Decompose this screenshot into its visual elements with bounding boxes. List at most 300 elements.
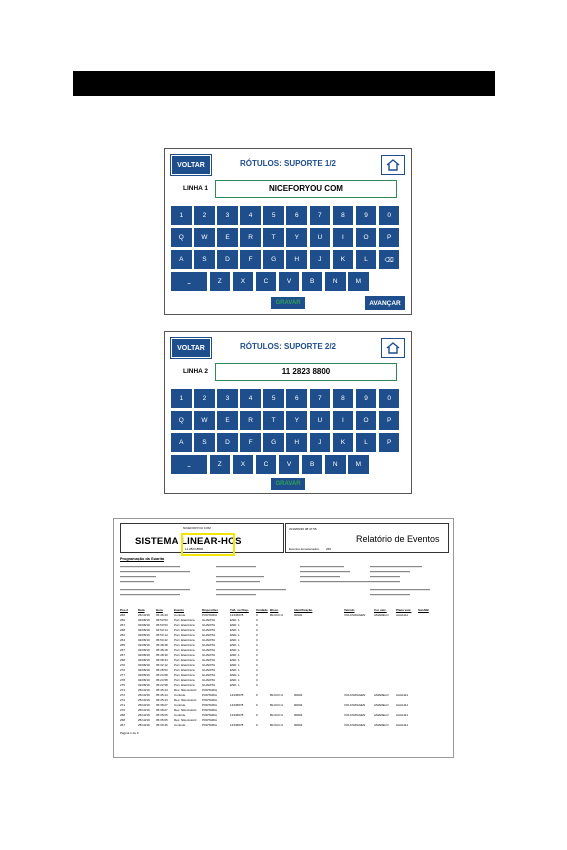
table-cell: Rec. Não Autoriz. bbox=[174, 708, 198, 712]
column-header: Bloco bbox=[270, 608, 279, 612]
table-cell: 267 bbox=[120, 723, 126, 727]
screen-title: RÓTULOS: SUPORTE 1/2 bbox=[239, 159, 336, 168]
table-cell: 02/08/19 bbox=[138, 683, 150, 687]
table-cell: 02/08/19 bbox=[138, 623, 150, 627]
events-table bbox=[120, 608, 450, 728]
save-button[interactable]: GRAVAR bbox=[271, 297, 305, 309]
events-count: 256 bbox=[326, 547, 332, 551]
table-cell: 0 bbox=[256, 623, 258, 627]
key[interactable]: 9 bbox=[356, 389, 377, 408]
table-cell: 02/08/19 bbox=[138, 618, 150, 622]
table-cell: AMARELO bbox=[374, 693, 389, 697]
line-input-row bbox=[171, 180, 405, 198]
table-cell: AMARELO bbox=[374, 703, 389, 707]
key[interactable]: V bbox=[279, 455, 300, 474]
table-cell: 0 bbox=[256, 668, 258, 672]
line-text-field[interactable]: 11 2823 8800 bbox=[215, 363, 397, 381]
header-line-1: NICEFORYOU COM bbox=[183, 526, 211, 530]
table-cell: END. 1 bbox=[230, 618, 240, 622]
key[interactable]: L bbox=[356, 433, 377, 452]
key[interactable]: J bbox=[310, 433, 331, 452]
table-cell: 05:38:27 bbox=[156, 703, 168, 707]
back-button[interactable]: VOLTAR bbox=[171, 338, 211, 358]
line-input-row bbox=[171, 363, 405, 381]
key[interactable]: P bbox=[379, 411, 400, 430]
table-cell: 0 bbox=[256, 683, 258, 687]
table-cell: 262 bbox=[120, 633, 126, 637]
table-cell: VOLKSWAGEN bbox=[344, 693, 366, 697]
table-cell: GUARITA bbox=[202, 663, 216, 667]
table-cell: GUARITA bbox=[202, 643, 216, 647]
table-cell: 268 bbox=[120, 658, 126, 662]
key[interactable]: U bbox=[310, 411, 331, 430]
key[interactable]: Y bbox=[286, 411, 307, 430]
table-cell: PORTARIA bbox=[202, 713, 218, 717]
key-row bbox=[171, 228, 407, 247]
table-cell: 25/10/19 bbox=[138, 718, 150, 722]
table-cell: 02/08/19 bbox=[138, 678, 150, 682]
key[interactable]: T bbox=[263, 228, 284, 247]
table-cell: 0 bbox=[256, 723, 258, 727]
table-cell: GUARITA bbox=[202, 653, 216, 657]
key[interactable]: 3 bbox=[217, 389, 238, 408]
keyboard-footer bbox=[171, 477, 405, 491]
table-cell: 268 bbox=[120, 718, 126, 722]
report-body bbox=[120, 557, 450, 735]
table-cell: BLOCO A bbox=[270, 703, 284, 707]
key[interactable]: 3 bbox=[217, 206, 238, 225]
table-cell: Controle bbox=[174, 713, 186, 717]
key[interactable]: O bbox=[356, 228, 377, 247]
black-header-bar bbox=[73, 71, 495, 96]
keyboard-footer bbox=[171, 296, 405, 310]
table-cell: GUARITA bbox=[202, 623, 216, 627]
table-cell: 00002 bbox=[294, 693, 303, 697]
key[interactable]: 1 bbox=[171, 206, 192, 225]
column-header: Hora bbox=[156, 608, 163, 612]
space-key[interactable]: ⎵ bbox=[171, 272, 207, 291]
page-footer: Página 1 de 9 bbox=[120, 731, 139, 735]
table-cell: AAA1111 bbox=[396, 703, 409, 707]
table-cell: AAA1111 bbox=[396, 723, 409, 727]
table-cell: 00002 bbox=[294, 613, 303, 617]
table-cell: 05:32:12 bbox=[156, 663, 168, 667]
column-header: Placa veíc. bbox=[396, 608, 412, 612]
table-cell: 272 bbox=[120, 698, 126, 702]
key[interactable]: Q bbox=[171, 411, 192, 430]
keyboard-header bbox=[171, 155, 405, 175]
column-header: Unidade bbox=[256, 608, 268, 612]
table-cell: 00002 bbox=[294, 713, 303, 717]
table-cell: PORTARIA bbox=[202, 703, 218, 707]
table-cell: 25/10/19 bbox=[138, 688, 150, 692]
key[interactable]: B bbox=[302, 272, 323, 291]
key[interactable]: Z bbox=[210, 455, 231, 474]
key[interactable]: L bbox=[356, 250, 377, 269]
table-row bbox=[120, 723, 450, 728]
home-button[interactable] bbox=[381, 338, 405, 358]
table-cell: PORTARIA bbox=[202, 688, 218, 692]
key[interactable]: 8 bbox=[333, 206, 354, 225]
key[interactable]: K bbox=[333, 250, 354, 269]
column-header: Cor veíc. bbox=[374, 608, 387, 612]
key[interactable]: 6 bbox=[286, 389, 307, 408]
key[interactable]: G bbox=[263, 433, 284, 452]
key-row bbox=[171, 250, 407, 269]
table-cell: Port. Eletrônica bbox=[174, 648, 195, 652]
key[interactable]: S bbox=[194, 250, 215, 269]
key[interactable]: X bbox=[233, 272, 254, 291]
table-cell: 04:53:14 bbox=[156, 628, 168, 632]
line-text-field[interactable]: NICEFORYOU COM bbox=[215, 180, 397, 198]
key[interactable]: W bbox=[194, 228, 215, 247]
table-cell: 02/08/19 bbox=[138, 648, 150, 652]
table-cell: 25/10/19 bbox=[138, 723, 150, 727]
key[interactable]: P bbox=[379, 433, 400, 452]
section-heading: Programação da Guarita bbox=[120, 557, 165, 561]
report-title: Relatório de Eventos bbox=[356, 534, 440, 544]
screen-title: RÓTULOS: SUPORTE 2/2 bbox=[239, 342, 336, 351]
table-cell: 0 bbox=[256, 643, 258, 647]
key[interactable]: W bbox=[194, 411, 215, 430]
table-cell: 276 bbox=[120, 683, 126, 687]
report-header-right bbox=[285, 523, 449, 553]
on-screen-keyboard bbox=[171, 206, 407, 294]
key[interactable]: S bbox=[194, 433, 215, 452]
key[interactable]: K bbox=[333, 433, 354, 452]
table-cell: 267 bbox=[120, 648, 126, 652]
table-cell: 0 bbox=[256, 678, 258, 682]
key[interactable]: 2 bbox=[194, 389, 215, 408]
table-cell: 02/08/19 bbox=[138, 633, 150, 637]
table-cell: BLOCO A bbox=[270, 723, 284, 727]
report-header-left bbox=[120, 523, 284, 553]
key[interactable]: X bbox=[233, 455, 254, 474]
table-cell: 268 bbox=[120, 713, 126, 717]
table-cell: 270 bbox=[120, 708, 126, 712]
highlight-box bbox=[181, 533, 235, 556]
table-cell: 0 bbox=[256, 658, 258, 662]
table-cell: 02/08/19 bbox=[138, 658, 150, 662]
table-cell: 270 bbox=[120, 668, 126, 672]
table-cell: GUARITA bbox=[202, 683, 216, 687]
table-cell: 05:22:58 bbox=[156, 683, 168, 687]
table-cell: 02/08/19 bbox=[138, 643, 150, 647]
key[interactable]: I bbox=[333, 411, 354, 430]
table-cell: END. 1 bbox=[230, 638, 240, 642]
table-cell: 12345678 bbox=[230, 703, 244, 707]
key[interactable]: I bbox=[333, 228, 354, 247]
table-cell: 0 bbox=[256, 653, 258, 657]
table-cell: Port. Eletrônica bbox=[174, 663, 195, 667]
key[interactable]: Y bbox=[286, 228, 307, 247]
table-cell: AMARELO bbox=[374, 613, 389, 617]
table-cell: Port. Eletrônica bbox=[174, 633, 195, 637]
key[interactable]: F bbox=[240, 433, 261, 452]
table-cell: PORTARIA bbox=[202, 723, 218, 727]
table-cell: 02/08/19 bbox=[138, 653, 150, 657]
key[interactable]: A bbox=[171, 433, 192, 452]
table-cell: VOLKSWAGEN bbox=[344, 713, 366, 717]
table-cell: 12345678 bbox=[230, 693, 244, 697]
table-cell: 0 bbox=[256, 613, 258, 617]
save-button[interactable]: GRAVAR bbox=[271, 478, 305, 490]
table-cell: 12345678 bbox=[230, 723, 244, 727]
table-cell: 0 bbox=[256, 673, 258, 677]
key-row bbox=[171, 455, 407, 474]
table-cell: 12345678 bbox=[230, 613, 244, 617]
table-cell: Port. Eletrônica bbox=[174, 673, 195, 677]
table-cell: 268 bbox=[120, 628, 126, 632]
key[interactable]: D bbox=[217, 433, 238, 452]
key[interactable]: 0 bbox=[379, 206, 400, 225]
table-cell: 267 bbox=[120, 623, 126, 627]
key-row bbox=[171, 272, 407, 291]
line-label: LINHA 1 bbox=[183, 185, 209, 192]
table-cell: 05:35:05 bbox=[156, 713, 168, 717]
table-cell: 05:53:53 bbox=[156, 618, 168, 622]
table-cell: Port. Eletrônica bbox=[174, 678, 195, 682]
table-cell: BLOCO A bbox=[270, 713, 284, 717]
table-cell: Rec. Não Autoriz. bbox=[174, 718, 198, 722]
key[interactable]: 9 bbox=[356, 206, 377, 225]
key[interactable]: E bbox=[217, 411, 238, 430]
table-cell: END. 1 bbox=[230, 678, 240, 682]
key[interactable]: E bbox=[217, 228, 238, 247]
column-header: Veículo bbox=[344, 608, 355, 612]
table-cell: PORTARIA bbox=[202, 693, 218, 697]
table-cell: Port. Eletrônica bbox=[174, 623, 195, 627]
report-datetime: 2019/09/30 08:47:55 bbox=[289, 527, 317, 531]
table-cell: 05:46:44 bbox=[156, 613, 168, 617]
column-header: Evento bbox=[174, 608, 185, 612]
table-cell: Port. Eletrônica bbox=[174, 643, 195, 647]
table-cell: AAA1111 bbox=[396, 693, 409, 697]
on-screen-keyboard bbox=[171, 389, 407, 477]
table-cell: BLOCO A bbox=[270, 613, 284, 617]
table-cell: 0 bbox=[256, 633, 258, 637]
column-header: Tx/L ou Disp. bbox=[230, 608, 249, 612]
settings-text-lines bbox=[120, 564, 450, 606]
key[interactable]: H bbox=[286, 250, 307, 269]
table-cell: 25/10/19 bbox=[138, 693, 150, 697]
table-cell: PORTARIA bbox=[202, 708, 218, 712]
key[interactable]: F bbox=[240, 250, 261, 269]
table-cell: 05:53:42 bbox=[156, 638, 168, 642]
key[interactable]: G bbox=[263, 250, 284, 269]
key[interactable]: B bbox=[302, 455, 323, 474]
column-header: Sat./BB bbox=[418, 608, 429, 612]
table-cell: BLOCO A bbox=[270, 693, 284, 697]
key[interactable]: J bbox=[310, 250, 331, 269]
keyboard-header bbox=[171, 338, 405, 358]
table-cell: 25/10/19 bbox=[138, 713, 150, 717]
table-cell: END. 1 bbox=[230, 623, 240, 627]
table-cell: 02/08/19 bbox=[138, 663, 150, 667]
key[interactable]: 4 bbox=[240, 389, 261, 408]
table-cell: 12345678 bbox=[230, 713, 244, 717]
table-cell: 266 bbox=[120, 618, 126, 622]
keyboard-screen-1 bbox=[164, 148, 412, 315]
key[interactable]: R bbox=[240, 228, 261, 247]
table-cell: 272 bbox=[120, 693, 126, 697]
key[interactable]: 8 bbox=[333, 389, 354, 408]
key[interactable]: T bbox=[263, 411, 284, 430]
table-cell: 0 bbox=[256, 693, 258, 697]
table-cell: VOLKSWAGEN bbox=[344, 613, 366, 617]
key[interactable]: P bbox=[379, 228, 400, 247]
table-cell: 274 bbox=[120, 688, 126, 692]
table-cell: AMARELO bbox=[374, 723, 389, 727]
table-cell: Controle bbox=[174, 703, 186, 707]
keyboard-screen-2 bbox=[164, 331, 412, 494]
table-cell: GUARITA bbox=[202, 658, 216, 662]
table-cell: 267 bbox=[120, 653, 126, 657]
key[interactable]: A bbox=[171, 250, 192, 269]
table-cell: 0 bbox=[256, 663, 258, 667]
key[interactable]: N bbox=[325, 272, 346, 291]
table-cell: END. 1 bbox=[230, 628, 240, 632]
table-cell: END. 1 bbox=[230, 668, 240, 672]
table-cell: 277 bbox=[120, 673, 126, 677]
table-cell: 278 bbox=[120, 678, 126, 682]
table-cell: 02/08/19 bbox=[138, 668, 150, 672]
table-cell: END. 1 bbox=[230, 683, 240, 687]
home-button[interactable] bbox=[381, 155, 405, 175]
settings-block bbox=[120, 564, 450, 608]
table-cell: 25/10/19 bbox=[138, 708, 150, 712]
table-cell: Controle bbox=[174, 613, 186, 617]
home-icon bbox=[386, 342, 400, 354]
key[interactable]: N bbox=[325, 455, 346, 474]
table-cell: 0 bbox=[256, 618, 258, 622]
table-cell: 02/08/19 bbox=[138, 638, 150, 642]
event-report bbox=[113, 518, 454, 758]
table-cell: 05:48:48 bbox=[156, 643, 168, 647]
key[interactable]: 2 bbox=[194, 206, 215, 225]
table-cell: END. 1 bbox=[230, 648, 240, 652]
key[interactable]: 7 bbox=[310, 389, 331, 408]
table-cell: 00002 bbox=[294, 723, 303, 727]
column-header: Pos.# bbox=[120, 608, 129, 612]
table-cell: 05:45:44 bbox=[156, 693, 168, 697]
table-cell: VOLKSWAGEN bbox=[344, 723, 366, 727]
key[interactable]: 0 bbox=[379, 389, 400, 408]
key[interactable]: O bbox=[356, 411, 377, 430]
table-cell: PORTARIA bbox=[202, 698, 218, 702]
key[interactable]: 5 bbox=[263, 389, 284, 408]
table-cell: 05:30:45 bbox=[156, 723, 168, 727]
table-cell: 25/10/19 bbox=[138, 698, 150, 702]
key[interactable]: 7 bbox=[310, 206, 331, 225]
table-cell: 271 bbox=[120, 703, 126, 707]
table-cell: GUARITA bbox=[202, 638, 216, 642]
table-cell: Port. Eletrônica bbox=[174, 668, 195, 672]
system-title: SISTEMA LINEAR-HCS bbox=[135, 536, 242, 547]
key[interactable]: 4 bbox=[240, 206, 261, 225]
table-cell: END. 1 bbox=[230, 673, 240, 677]
table-cell: Controle bbox=[174, 723, 186, 727]
table-cell: 02/08/19 bbox=[138, 628, 150, 632]
table-cell: 0 bbox=[256, 713, 258, 717]
table-cell: Port. Eletrônica bbox=[174, 618, 195, 622]
key[interactable]: Z bbox=[210, 272, 231, 291]
table-cell: END. 1 bbox=[230, 663, 240, 667]
table-cell: Port. Eletrônica bbox=[174, 628, 195, 632]
table-cell: AMARELO bbox=[374, 713, 389, 717]
table-cell: Controle bbox=[174, 693, 186, 697]
table-cell: 05:48:30 bbox=[156, 653, 168, 657]
home-icon bbox=[386, 159, 400, 171]
table-cell: 0 bbox=[256, 628, 258, 632]
backspace-icon[interactable]: ⌫ bbox=[379, 250, 400, 269]
table-cell: Port. Eletrônica bbox=[174, 653, 195, 657]
table-cell: 0 bbox=[256, 703, 258, 707]
key[interactable]: M bbox=[348, 272, 369, 291]
table-cell: GUARITA bbox=[202, 633, 216, 637]
key[interactable]: C bbox=[256, 272, 277, 291]
key-row bbox=[171, 389, 407, 408]
key[interactable]: 5 bbox=[263, 206, 284, 225]
table-cell: GUARITA bbox=[202, 673, 216, 677]
table-cell: END. 1 bbox=[230, 653, 240, 657]
table-cell: Port. Eletrônica bbox=[174, 658, 195, 662]
table-cell: 25/10/19 bbox=[138, 703, 150, 707]
table-cell: VOLKSWAGEN bbox=[344, 703, 366, 707]
key[interactable]: H bbox=[286, 433, 307, 452]
table-cell: 05:53:53 bbox=[156, 623, 168, 627]
key[interactable]: V bbox=[279, 272, 300, 291]
back-button[interactable]: VOLTAR bbox=[171, 155, 211, 175]
key[interactable]: D bbox=[217, 250, 238, 269]
table-cell: 05:24:58 bbox=[156, 678, 168, 682]
key-row bbox=[171, 411, 407, 430]
table-cell: Port. Eletrônica bbox=[174, 683, 195, 687]
space-key[interactable]: ⎵ bbox=[171, 455, 207, 474]
key[interactable]: M bbox=[348, 455, 369, 474]
table-cell: END. 1 bbox=[230, 643, 240, 647]
header-line-2: 11 2823 8800 bbox=[185, 547, 204, 551]
table-cell: 05:28:53 bbox=[156, 668, 168, 672]
key[interactable]: 1 bbox=[171, 389, 192, 408]
key[interactable]: 6 bbox=[286, 206, 307, 225]
table-cell: Rec. Não Autoriz. bbox=[174, 688, 198, 692]
table-cell: 05:38:34 bbox=[156, 658, 168, 662]
table-cell: 0 bbox=[256, 648, 258, 652]
next-button[interactable]: AVANÇAR bbox=[365, 296, 405, 310]
key[interactable]: U bbox=[310, 228, 331, 247]
table-cell: PORTARIA bbox=[202, 613, 218, 617]
table-cell: AAA1111 bbox=[396, 613, 409, 617]
table-cell: END. 1 bbox=[230, 633, 240, 637]
table-cell: 25/10/19 bbox=[138, 613, 150, 617]
key[interactable]: R bbox=[240, 411, 261, 430]
events-label: Eventos armazenados bbox=[289, 547, 319, 551]
table-cell: 05:45:44 bbox=[156, 698, 168, 702]
table-cell: 270 bbox=[120, 663, 126, 667]
table-cell: Port. Eletrônica bbox=[174, 638, 195, 642]
table-cell: 05:24:58 bbox=[156, 673, 168, 677]
table-cell bbox=[418, 723, 432, 728]
table-cell: GUARITA bbox=[202, 618, 216, 622]
line-label: LINHA 2 bbox=[183, 368, 209, 375]
table-cell: 05:38:27 bbox=[156, 708, 168, 712]
key[interactable]: Q bbox=[171, 228, 192, 247]
key[interactable]: C bbox=[256, 455, 277, 474]
table-cell: 02/08/19 bbox=[138, 673, 150, 677]
key-row bbox=[171, 433, 407, 452]
table-cell: Rec. Não Autoriz. bbox=[174, 698, 198, 702]
